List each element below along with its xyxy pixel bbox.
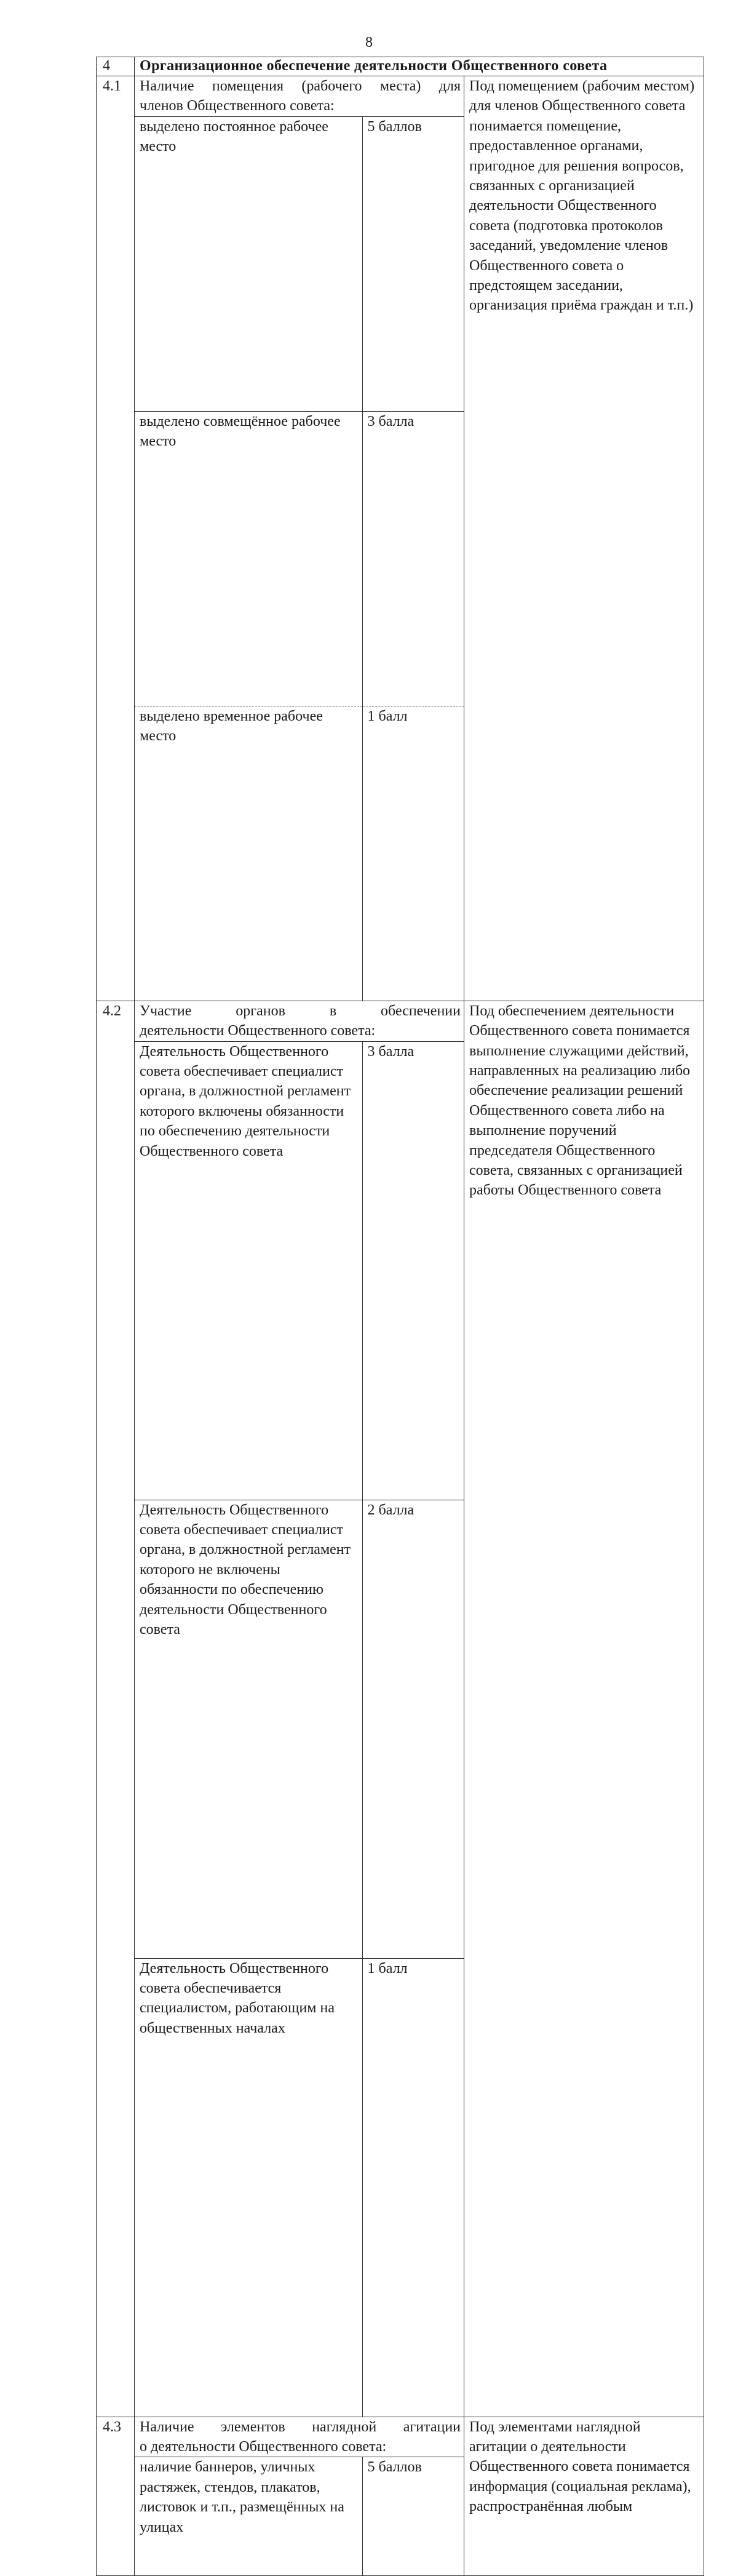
- option-text: выделено временное рабочее место: [135, 706, 362, 1001]
- option-row: [135, 706, 464, 1001]
- option-score: 5 баллов: [362, 116, 464, 411]
- criterion-cell: [135, 2417, 464, 2576]
- criterion-title: [135, 1001, 464, 1041]
- option-score: 1 балл: [367, 708, 408, 724]
- section-title: Организационное обеспечение деятельности Общественного совета: [135, 57, 704, 76]
- option-text: выделено постоянное рабочее место: [135, 116, 362, 411]
- option-score: 3 балла: [362, 411, 464, 706]
- option-row: [135, 2457, 464, 2576]
- option-text: Деятельность Общественного совета обеспечивается специалистом, работающим на общественных началах: [135, 1958, 362, 2417]
- option-text: наличие баннеров, уличных растяжек, стендов, плакатов, листовок и т.п., размещённых на улицах: [135, 2457, 362, 2576]
- evaluation-criteria-table: [96, 57, 704, 2576]
- criterion-number: 4.3: [97, 2417, 135, 2576]
- criterion-title-line1: Наличие элементов наглядной агитации: [140, 2418, 461, 2435]
- option-score: 1 балл: [367, 1960, 408, 1977]
- option-row: [135, 1500, 464, 1958]
- criterion-title-line2: членов Общественного совета:: [140, 98, 335, 114]
- criterion-cell: [135, 76, 464, 1001]
- option-text: выделено совмещённое рабочее место: [135, 411, 362, 706]
- section-number: 4: [97, 57, 135, 76]
- option-row: [135, 116, 464, 411]
- section-header-row: [97, 57, 704, 76]
- page-number: 8: [365, 34, 373, 50]
- option-text: Деятельность Общественного совета обеспечивает специалист органа, в должностной регламент которого не включены обязанности по обеспечению деятельности Общественного совета: [135, 1500, 362, 1958]
- criterion-title-line1: Наличие помещения (рабочего места) для: [140, 78, 461, 94]
- option-score: 3 балла: [362, 1041, 464, 1500]
- criterion-row-4-2: [97, 1001, 704, 2417]
- criterion-note: Под помещением (рабочим местом) для членов Общественного совета понимается помещение, предоставленное органами, пригодное для решения вопросов, связанных с организацией деятельности Общественного совета (подготовка протоколов заседаний, уведомление членов Общественного совета о предстоящем заседании, организация приёма граждан и т.п.): [464, 76, 704, 1001]
- option-score: 2 балла: [362, 1500, 464, 1958]
- criterion-row-4-3: [97, 2417, 704, 2576]
- option-text: Деятельность Общественного совета обеспечивает специалист органа, в должностной регламент которого включены обязанности по обеспечению деятельности Общественного совета: [135, 1041, 362, 1500]
- option-row: [135, 1958, 464, 2417]
- criterion-title-line2: деятельности Общественного совета:: [140, 1023, 376, 1039]
- criterion-number: 4.2: [97, 1001, 135, 2417]
- criterion-note: Под элементами наглядной агитации о деятельности Общественного совета понимается информация (социальная реклама), распространённая любым: [464, 2417, 704, 2576]
- criterion-row-4-1: [97, 76, 704, 1001]
- option-score: 5 баллов: [367, 2459, 422, 2476]
- criterion-note: Под обеспечением деятельности Общественного совета понимается выполнение служащими действий, направленных на реализацию либо обеспечение реализации решений Общественного совета либо на выполнение поручений председателя Общественного совета, связанных с организацией работы Общественного совета: [464, 1001, 704, 2417]
- criterion-cell: [135, 1001, 464, 2417]
- option-row: [135, 1041, 464, 1500]
- criterion-number: 4.1: [97, 76, 135, 1001]
- option-row: [135, 411, 464, 706]
- criterion-title-line2: о деятельности Общественного совета:: [140, 2439, 387, 2455]
- criterion-title: [135, 2417, 464, 2457]
- criterion-title: [135, 76, 464, 116]
- criterion-title-line1: Участие органов в обеспечении: [140, 1002, 461, 1019]
